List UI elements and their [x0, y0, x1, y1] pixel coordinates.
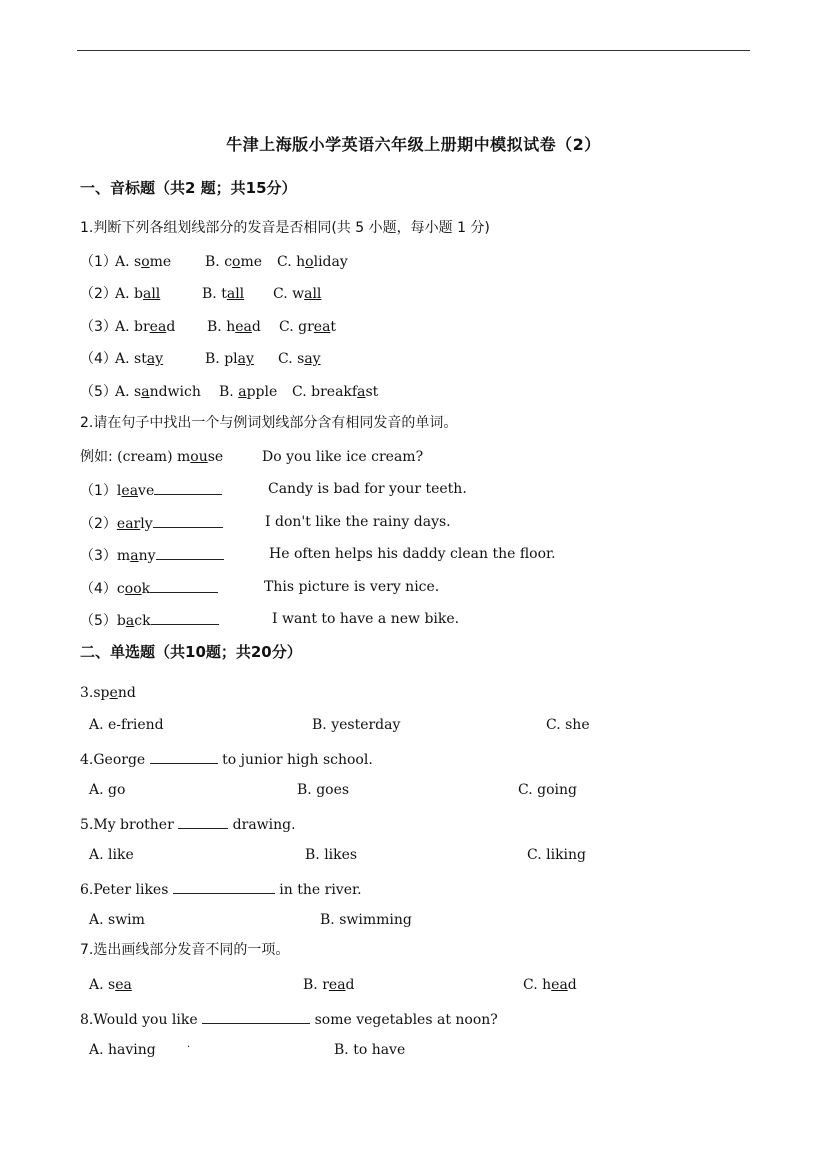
word-part: gr	[298, 319, 314, 335]
q4-option-c[interactable]: C. going	[518, 782, 577, 798]
word-part: ck	[134, 613, 151, 629]
stray-dot: ·	[187, 1042, 191, 1053]
underlined-letters: ea	[121, 483, 139, 499]
word-part: me	[149, 254, 172, 270]
option-prefix: A.	[115, 286, 135, 302]
underlined-letters: ay	[304, 351, 321, 367]
example-underlined: ou	[190, 449, 208, 465]
word-part: ve	[138, 483, 155, 499]
underlined-letters: all	[226, 286, 245, 302]
q2-row-number: （3）	[80, 548, 117, 564]
word-part: h	[226, 319, 236, 335]
q7-c-prefix: C.	[523, 977, 543, 993]
q2-row	[80, 480, 222, 500]
section-heading-single-choice: 二、单选题（共10题；共20分）	[80, 643, 302, 661]
q6-stem	[80, 879, 362, 899]
q1-row-option-c	[292, 383, 378, 401]
q7-a-prefix: A.	[89, 977, 109, 993]
q2-row-sentence: He often helps his daddy clean the floor.	[269, 546, 556, 562]
q7-stem: 7.选出画线部分发音不同的一项。	[80, 942, 290, 958]
word-part: t	[221, 286, 227, 302]
q8-blank[interactable]	[202, 1009, 310, 1024]
q1-row-number: （2）	[80, 286, 117, 302]
q1-row-option-a	[115, 350, 163, 368]
q1-row-option-b	[202, 285, 244, 303]
q1-row-option-c	[277, 253, 348, 271]
word-part: st	[365, 384, 379, 400]
word-part: st	[134, 351, 147, 367]
q1-row-option-b	[219, 383, 277, 401]
q1-stem: 1.判断下列各组划线部分的发音是否相同(共 5 小题，每小题 1 分)	[80, 220, 490, 236]
q7-b-prefix: B.	[303, 977, 323, 993]
q8-stem-pre: 8.Would you like	[80, 1012, 203, 1028]
word-part: breakf	[311, 384, 358, 400]
q1-row-option-b	[205, 350, 254, 368]
word-part: c	[224, 254, 233, 270]
word-part: b	[134, 286, 143, 302]
q3-option-c[interactable]: C. she	[546, 717, 590, 733]
underlined-letters: ay	[237, 351, 254, 367]
option-prefix: A.	[115, 351, 135, 367]
word-part: s	[134, 384, 142, 400]
q2-row	[80, 610, 219, 630]
q3-stem-underlined: e	[109, 685, 118, 701]
example-word-part: m	[177, 449, 191, 465]
q1-row-option-a	[115, 253, 171, 271]
word-part: me	[240, 254, 263, 270]
q8-option-a[interactable]: A. having	[89, 1042, 156, 1058]
q4-stem	[80, 749, 373, 769]
q5-blank[interactable]	[178, 814, 228, 829]
q4-option-a[interactable]: A. go	[89, 782, 126, 798]
q1-row-number: （5）	[80, 384, 117, 400]
q1-row-option-c	[279, 318, 336, 336]
q8-option-b[interactable]: B. to have	[334, 1042, 406, 1058]
underlined-letters: o	[232, 254, 241, 270]
q8-stem-post: some vegetables at noon?	[310, 1012, 498, 1028]
underlined-letters: ea	[149, 319, 167, 335]
q6-stem-post: in the river.	[274, 882, 362, 898]
option-prefix: C.	[292, 384, 312, 400]
option-prefix: A.	[115, 319, 135, 335]
word-part: ny	[138, 548, 156, 564]
section-heading-phonetics: 一、音标题（共2 题；共15分）	[80, 179, 297, 197]
q7-b-part: r	[322, 977, 329, 993]
q3-option-a[interactable]: A. e-friend	[89, 717, 164, 733]
underlined-letters: ay	[146, 351, 164, 367]
q6-option-a[interactable]: A. swim	[89, 912, 145, 928]
q4-option-b[interactable]: B. goes	[297, 782, 350, 798]
answer-blank[interactable]	[150, 578, 218, 593]
header-rule	[77, 50, 750, 51]
underlined-letters: all	[142, 286, 161, 302]
option-prefix: B.	[207, 319, 227, 335]
option-prefix: A.	[115, 254, 135, 270]
word-part: pl	[224, 351, 238, 367]
q7-c-part: d	[567, 977, 577, 993]
word-part: w	[292, 286, 305, 302]
q2-row-sentence: Candy is bad for your teeth.	[268, 481, 467, 497]
word-part: pple	[246, 384, 278, 400]
word-part: liday	[313, 254, 348, 270]
word-part: l	[116, 483, 122, 499]
q5-stem-post: drawing.	[228, 817, 296, 833]
underlined-letters: ear	[116, 516, 141, 532]
q1-row-option-a	[115, 285, 160, 303]
word-part: d	[166, 319, 176, 335]
q5-stem-pre: 5.My brother	[80, 817, 179, 833]
example-sentence: Do you like ice cream?	[262, 449, 424, 465]
q5-option-b[interactable]: B. likes	[305, 847, 358, 863]
page-title: 牛津上海版小学英语六年级上册期中模拟试卷（2）	[226, 135, 601, 154]
option-prefix: B.	[202, 286, 222, 302]
q6-stem-pre: 6.Peter likes	[80, 882, 173, 898]
word-part: s	[134, 254, 142, 270]
underlined-letters: oo	[124, 581, 142, 597]
q4-stem-post: to junior high school.	[217, 752, 373, 768]
q6-option-b[interactable]: B. swimming	[320, 912, 412, 928]
q4-blank[interactable]	[150, 749, 218, 764]
word-part: d	[251, 319, 261, 335]
q1-row-option-b	[207, 318, 261, 336]
underlined-letters: o	[141, 254, 150, 270]
q2-row-number: （1）	[80, 483, 117, 499]
q2-row	[80, 513, 223, 533]
word-part: k	[141, 581, 151, 597]
option-prefix: B.	[205, 254, 225, 270]
q5-option-a[interactable]: A. like	[89, 847, 134, 863]
q1-row-number: （4）	[80, 351, 117, 367]
underlined-letters: a	[141, 384, 150, 400]
answer-blank[interactable]	[154, 480, 222, 495]
q1-row-option-a	[115, 318, 175, 336]
word-part: ndwich	[149, 384, 201, 400]
option-prefix: A.	[115, 384, 135, 400]
q3-stem	[80, 684, 136, 702]
q3-option-b[interactable]: B. yesterday	[312, 717, 401, 733]
underlined-letters: ea	[235, 319, 252, 335]
q1-row-option-c	[273, 285, 321, 303]
underlined-letters: ea	[313, 319, 331, 335]
q7-c-part: h	[542, 977, 552, 993]
option-prefix: C.	[277, 254, 297, 270]
example-label: 例如:	[80, 449, 118, 465]
q2-row-number: （2）	[80, 516, 117, 532]
option-prefix: C.	[273, 286, 293, 302]
word-part: m	[116, 548, 131, 564]
q5-option-c[interactable]: C. liking	[527, 847, 587, 863]
q3-stem-pre: 3.sp	[80, 685, 110, 701]
option-prefix: B.	[219, 384, 239, 400]
q7-option-c[interactable]	[523, 976, 577, 994]
word-part: c	[116, 581, 125, 597]
answer-blank[interactable]	[151, 610, 219, 625]
q6-blank[interactable]	[173, 879, 275, 894]
underlined-letters: all	[304, 286, 322, 302]
q2-row-sentence: I want to have a new bike.	[272, 611, 460, 627]
answer-blank[interactable]	[153, 513, 223, 528]
underlined-letters: a	[238, 384, 247, 400]
q2-stem: 2.请在句子中找出一个与例词划线部分含有相同发音的单词。	[80, 415, 458, 431]
option-prefix: C.	[278, 351, 298, 367]
q2-row-number: （4）	[80, 581, 117, 597]
q4-stem-pre: 4.George	[80, 752, 150, 768]
q7-b-underlined: ea	[328, 977, 346, 993]
q2-row-sentence: I don't like the rainy days.	[265, 514, 451, 530]
q2-row-number: （5）	[80, 613, 117, 629]
q7-c-underlined: ea	[551, 977, 568, 993]
underlined-letters: a	[357, 384, 366, 400]
word-part: s	[297, 351, 305, 367]
q7-option-b[interactable]	[303, 976, 355, 994]
q3-stem-post: nd	[117, 685, 136, 701]
q7-option-a[interactable]	[89, 976, 132, 994]
option-prefix: B.	[205, 351, 225, 367]
word-part: t	[330, 319, 337, 335]
q7-a-part: s	[108, 977, 116, 993]
word-part: ly	[140, 516, 153, 532]
word-part: br	[134, 319, 150, 335]
underlined-letters: a	[125, 613, 135, 629]
q8-stem	[80, 1009, 498, 1029]
q2-example	[80, 448, 223, 466]
q7-a-underlined: ea	[115, 977, 132, 993]
q1-row-option-a	[115, 383, 201, 401]
q2-row-sentence: This picture is very nice.	[264, 579, 440, 595]
q1-row-option-c	[278, 350, 321, 368]
underlined-letters: a	[130, 548, 139, 564]
q5-stem	[80, 814, 296, 834]
q1-row-number: （3）	[80, 319, 117, 335]
word-part: b	[116, 613, 126, 629]
example-pre: (cream)	[117, 449, 177, 465]
q2-row	[80, 545, 224, 565]
q1-row-option-b	[205, 253, 262, 271]
option-prefix: C.	[279, 319, 299, 335]
word-part: h	[296, 254, 306, 270]
q7-b-part: d	[345, 977, 355, 993]
q2-row	[80, 578, 218, 598]
underlined-letters: o	[305, 254, 314, 270]
example-word-part: se	[207, 449, 224, 465]
answer-blank[interactable]	[156, 545, 224, 560]
q1-row-number: （1）	[80, 254, 117, 270]
